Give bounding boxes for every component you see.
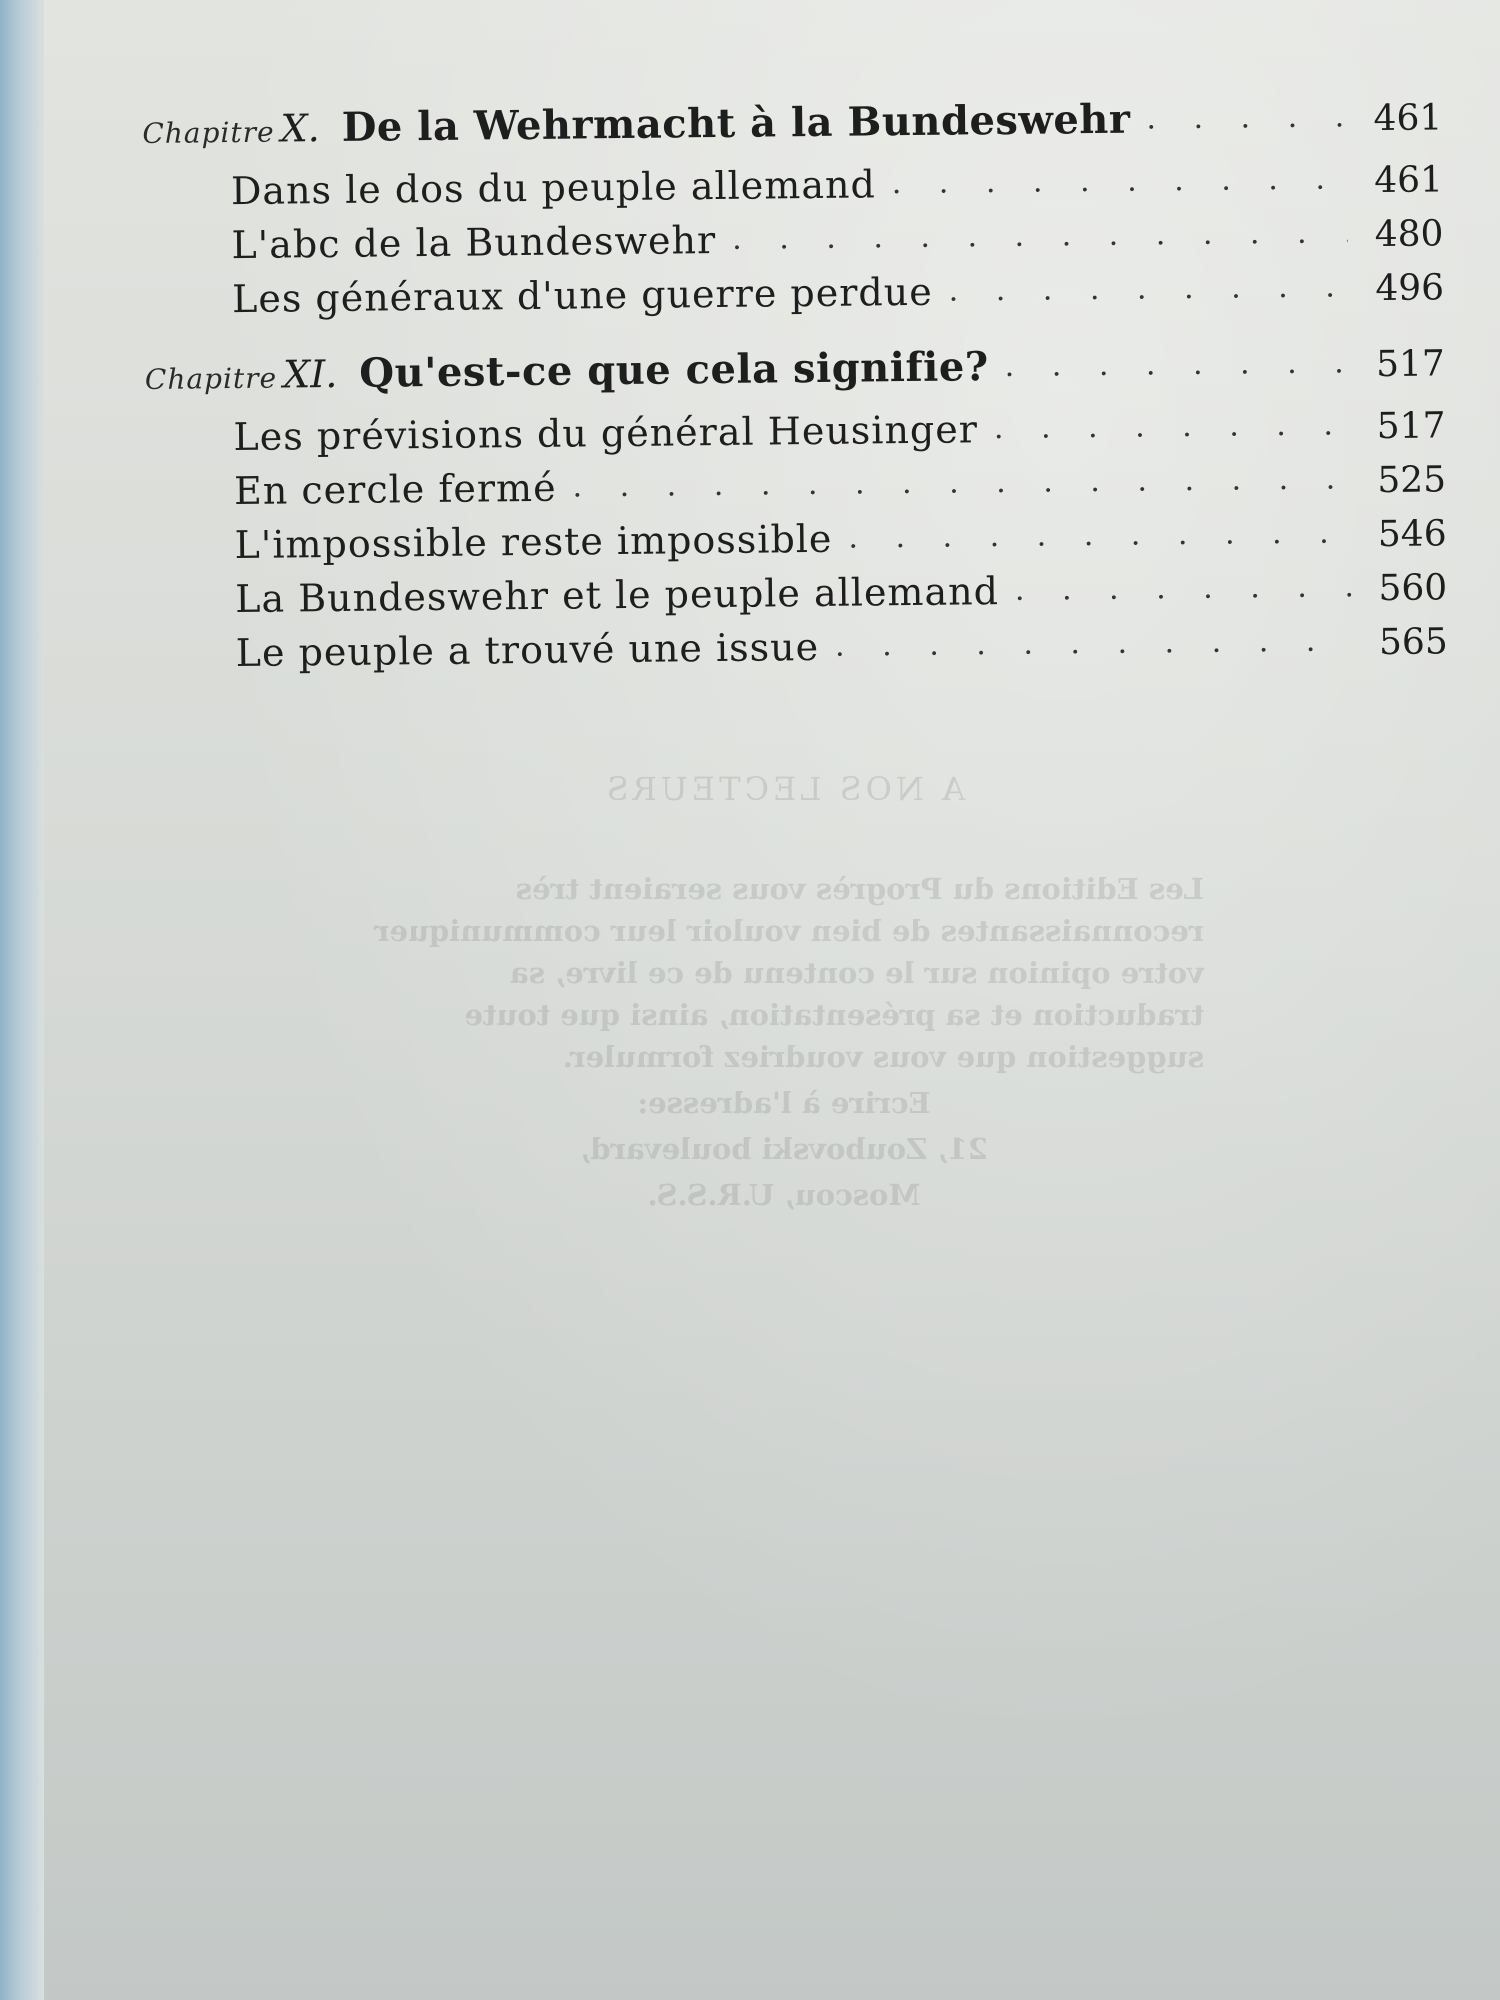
page-number: 461 xyxy=(1373,159,1444,202)
dot-leader xyxy=(1005,345,1349,384)
page-number: 496 xyxy=(1375,267,1445,310)
section-title: La Bundeswehr et le peuple allemand xyxy=(235,569,1000,622)
dot-leader xyxy=(732,215,1348,256)
table-of-contents xyxy=(142,86,1448,686)
section-title: Les prévisions du général Heusinger xyxy=(233,407,979,460)
dot-leader xyxy=(835,623,1352,663)
bleed-through-address-line: Ecrire à l'adresse: xyxy=(637,1086,931,1120)
section-title: Le peuple a trouvé une issue xyxy=(235,624,820,676)
dot-leader xyxy=(948,269,1348,308)
bleed-through-heading: A NOS LECTEURS xyxy=(602,770,966,808)
section-title: Les généraux d'une guerre perdue xyxy=(231,269,933,322)
dot-leader xyxy=(572,461,1350,504)
section-title: L'impossible reste impossible xyxy=(234,516,833,568)
bleed-through-paragraph: Les Editions du Progrès vous seraient très reconnaissantes de bien vouloir leur communiquer votre opinion sur le contenu de ce livre, sa traduction et sa présentation, ainsi que toute suggestion que vous voudriez formuler. xyxy=(374,872,1204,1074)
dot-leader xyxy=(1015,569,1352,608)
page-number: 560 xyxy=(1378,567,1448,610)
bleed-through-address-line: Moscou, U.R.S.S. xyxy=(647,1178,921,1212)
dot-leader xyxy=(1146,99,1346,136)
page-number: 525 xyxy=(1377,459,1447,502)
chapter-label: Chapitre xyxy=(144,361,278,396)
book-page xyxy=(44,0,1500,2000)
chapter-title: De la Wehrmacht à la Bundeswehr xyxy=(341,95,1131,151)
dot-leader xyxy=(994,407,1350,446)
chapter-number: X. xyxy=(280,106,320,151)
chapter-label: Chapitre xyxy=(142,115,275,150)
page-number: 546 xyxy=(1377,513,1447,556)
page-number: 461 xyxy=(1373,97,1443,140)
section-title: En cercle fermé xyxy=(233,465,557,514)
chapter-title: Qu'est-ce que cela signifie? xyxy=(359,343,989,397)
page-number: 480 xyxy=(1374,213,1444,256)
dot-leader xyxy=(892,161,1348,201)
dot-leader xyxy=(848,515,1351,555)
book-spine-edge xyxy=(0,0,44,2000)
page-number: 517 xyxy=(1375,343,1446,386)
section-title: Dans le dos du peuple allemand xyxy=(230,162,876,214)
section-title: L'abc de la Bundeswehr xyxy=(231,217,717,268)
chapter-number: XI. xyxy=(282,351,338,397)
page-number: 517 xyxy=(1376,405,1446,448)
bleed-through-address-line: 21, Zoubovski boulevard, xyxy=(580,1132,988,1166)
page-number: 565 xyxy=(1378,621,1448,664)
bleed-through-text xyxy=(324,770,1244,1216)
